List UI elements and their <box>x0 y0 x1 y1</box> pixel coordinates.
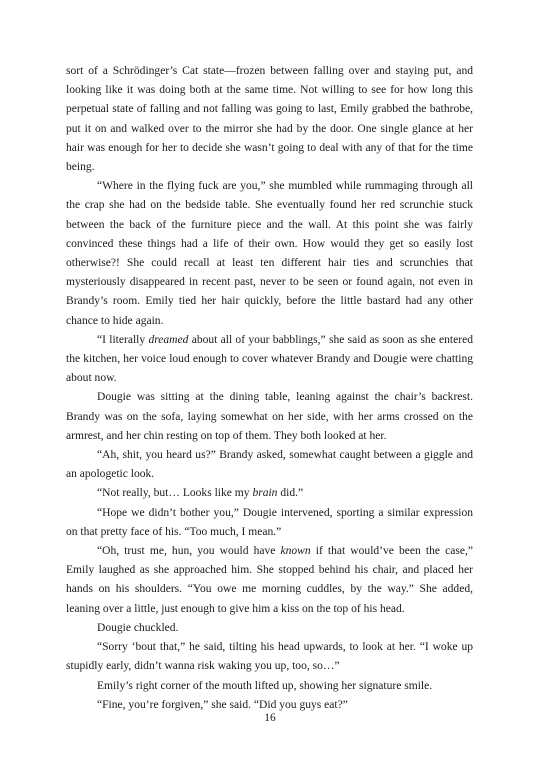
text-run: sort of a Schrödinger’s Cat state—frozen between falling over and staying put, and looking like it was doing both at the same time. Not willing to see for how long this perpetual state of falling and not falling was going to last, Emily grabbed the bathrobe, put it on and walked over to the mirror she had by the door. One single glance at her hair was enough for her to decide she wasn’t going to deal with any of that for the time being. <box>66 65 473 174</box>
text-run: “Hope we didn’t bother you,” Dougie intervened, sporting a similar expression on that pretty face of his. “Too much, I mean.” <box>66 506 473 538</box>
paragraph <box>66 619 473 638</box>
paragraph <box>66 677 473 696</box>
text-run: about all of your babblings,” she said as soon as she entered the kitchen, her voice loud enough to cover whatever Brandy and Dougie were chatting about now. <box>66 333 474 385</box>
text-run: “Sorry ‘bout that,” he said, tilting his head upwards, to look at her. “I woke up stupidly early, didn’t wanna risk waking you up, too, so…” <box>66 641 473 673</box>
paragraph <box>66 484 473 503</box>
text-run: “Fine, you’re forgiven,” she said. “Did you guys eat?” <box>97 698 348 711</box>
text-run: Dougie was sitting at the dining table, leaning against the chair’s backrest. Brandy was on the sofa, laying somewhat on her side, with her arms crossed on the armrest, and her chin resting on top of them. They both looked at her. <box>66 391 473 442</box>
text-run: Emily’s right corner of the mouth lifted up, showing her signature smile. <box>97 679 433 692</box>
paragraph <box>66 542 473 619</box>
text-run: “Oh, trust me, hun, you would have <box>97 545 281 558</box>
italic-text-run: brain <box>252 487 278 500</box>
text-run: “I literally <box>97 333 149 346</box>
text-run: Dougie chuckled. <box>97 621 179 634</box>
paragraph <box>66 504 473 542</box>
text-run: “Where in the flying fuck are you,” she mumbled while rummaging through all the crap she had on the bedside table. She eventually found her red scrunchie stuck between the back of the furniture piece and the wall. At this point she was fairly convinced these things had a life of their own. How would they get so easily lost otherwise?! She could recall at least ten different hair ties and scrunchies that mysteriously disappeared in recent past, never to be seen or found again, not even in Brandy’s room. Emily tied her hair quickly, before the little bastard had any other chance to hide again. <box>66 180 473 327</box>
italic-text-run: dreamed <box>148 333 189 346</box>
italic-text-run: known <box>280 545 311 558</box>
page-number: 16 <box>264 712 276 724</box>
paragraph <box>66 62 473 177</box>
text-run: did.” <box>277 487 304 500</box>
text-run: if that would’ve been the case,” Emily laughed as she approached him. She stopped behind his chair, and placed her hands on his shoulders. “You owe me morning cuddles, by the way.” She added, leaning over a little, just enough to give him a kiss on the top of his head. <box>66 545 473 615</box>
text-run: “Not really, but… Looks like my <box>97 487 253 500</box>
text-run: “Ah, shit, you heard us?” Brandy asked, somewhat caught between a giggle and an apologetic look. <box>66 449 473 481</box>
paragraph <box>66 331 473 389</box>
paragraph <box>66 177 473 331</box>
paragraph <box>66 446 473 484</box>
body-text <box>66 62 473 715</box>
paragraph <box>66 388 473 446</box>
paragraph <box>66 638 473 676</box>
